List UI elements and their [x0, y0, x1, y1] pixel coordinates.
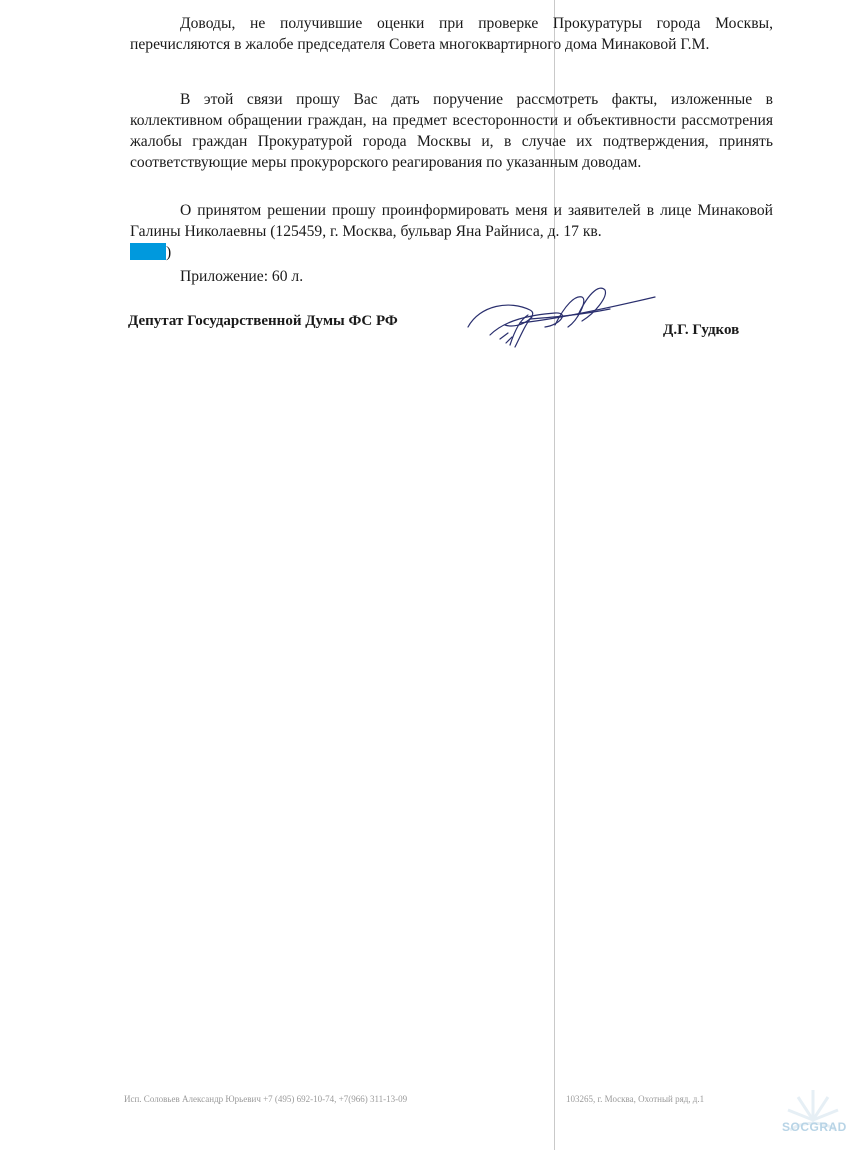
- paragraph-text: В этой связи прошу Вас дать поручение рассмотреть факты, изложенные в коллективном обращении граждан, на предмет всесторонности и объективности рассмотрения жалобы граждан Прокуратурой города Москвы и, в случае их подтверждения, принять соответствующие меры прокурорского реагирования по указанным доводам.: [130, 91, 773, 171]
- paragraph-text: О принятом решении прошу проинформировать меня и заявителей в лице Минаковой Галины Николаевны (125459, г. Москва, бульвар Яна Райниса, д. 17 кв.: [130, 202, 773, 240]
- footer-address: 103265, г. Москва, Охотный ряд, д.1: [566, 1094, 705, 1104]
- paragraph-text: Доводы, не получившие оценки при проверке Прокуратуры города Москвы, перечисляются в жалобе председателя Совета многоквартирного дома Минаковой Г.М.: [130, 15, 773, 53]
- redaction-box: [130, 243, 166, 260]
- footer-executor: Исп. Соловьев Александр Юрьевич +7 (495) 692-10-74, +7(966) 311-13-09: [124, 1094, 408, 1104]
- paragraph-request: [130, 89, 773, 173]
- signer-title: Депутат Государственной Думы ФС РФ: [128, 313, 398, 329]
- handwritten-signature: [460, 275, 660, 365]
- paragraph-arguments: [130, 13, 773, 55]
- attachment-note: Приложение: 60 л.: [180, 268, 304, 285]
- paragraph-text-end: ): [166, 244, 172, 261]
- watermark-logo-icon: [778, 1085, 848, 1145]
- signer-name: Д.Г. Гудков: [663, 322, 740, 338]
- paragraph-inform: [130, 200, 773, 263]
- watermark-text: SOCGRAD: [782, 1120, 847, 1134]
